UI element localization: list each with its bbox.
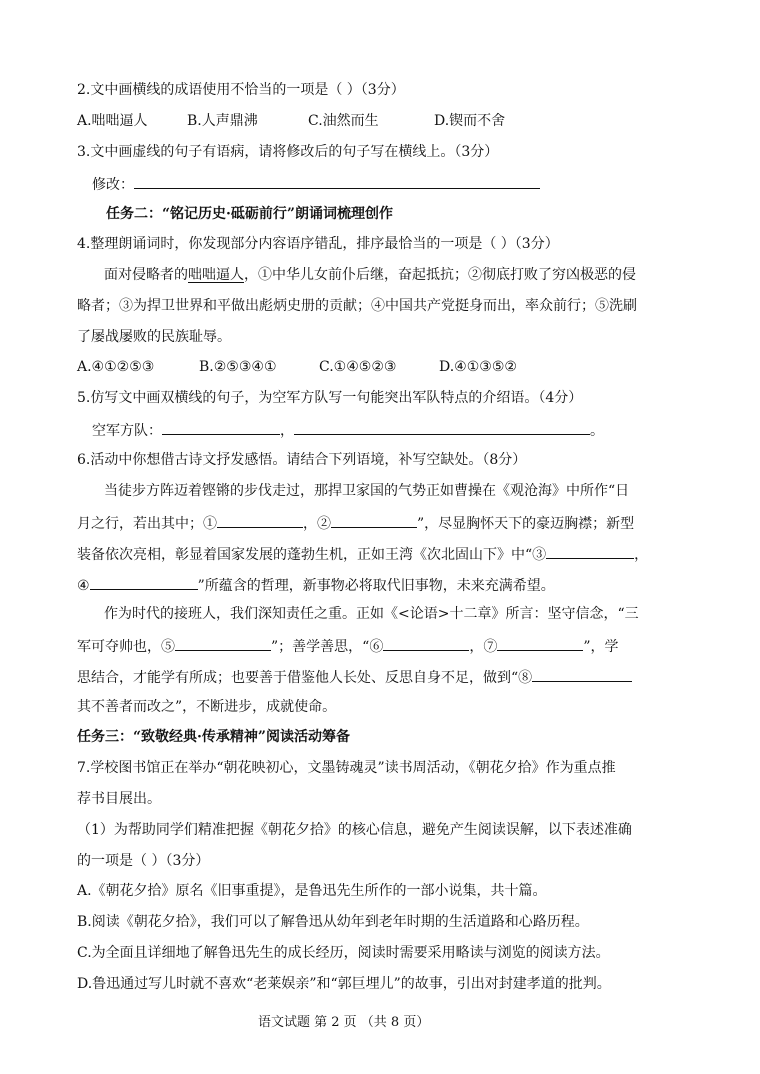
q3-answer-blank[interactable] — [134, 173, 540, 189]
q5-blank-1[interactable] — [162, 419, 280, 435]
q6-blank-4[interactable] — [90, 574, 198, 590]
q4-para-line1 — [104, 265, 760, 285]
q6-p2-l2-text-a: 军可夺帅也，⑤ — [77, 639, 175, 655]
q5-comma: ， — [280, 423, 294, 439]
q7-sub1-line1: （1）为帮助同学们精准把握《朝花夕拾》的核心信息，避免产生阅读误解，以下表述准确 — [77, 822, 632, 838]
q6-p2-line3 — [77, 666, 760, 688]
q5-label: 空军方队： — [92, 423, 162, 439]
q6-p1-l4-text-a: ④ — [77, 578, 90, 594]
q3-answer-row — [92, 173, 760, 195]
q2-stem: 2.文中画横线的成语使用不恰当的一项是（ ）（3分） — [77, 82, 405, 98]
q4-option-d: D.④①③⑤② — [439, 359, 517, 375]
q6-p1-l2-text-c: ”，尽显胸怀天下的豪迈胸襟；新型 — [417, 516, 635, 532]
q6-p2-line4: 其不善者而改之”，不断进步，成就使命。 — [77, 699, 337, 715]
q6-blank-3[interactable] — [546, 543, 634, 559]
q5-blank-2[interactable] — [294, 419, 590, 435]
q6-p1-line2 — [77, 512, 760, 534]
q4-option-b: B.②⑤③④① — [199, 359, 277, 375]
q2-option-a: A.咄咄逼人 — [77, 113, 148, 129]
q6-p1-line3 — [77, 543, 760, 565]
q4-para-prefix: 面对侵略者的 — [104, 267, 188, 283]
q6-p1-l3-text-a: 装备依次亮相，彰显着国家发展的蓬勃生机，正如王湾《次北固山下》中“③ — [77, 547, 547, 563]
q6-p2-l3-text-a: 思结合，才能学有所成；也要善于借鉴他人长处、反思自身不足，做到“⑧ — [77, 670, 533, 686]
q6-blank-2[interactable] — [331, 512, 417, 528]
q4-option-a: A.④①②⑤③ — [77, 359, 155, 375]
q6-blank-5[interactable] — [175, 635, 271, 651]
q4-underlined-idiom: 咄咄逼人 — [188, 267, 244, 283]
q4-option-c: C.①④⑤②③ — [319, 359, 397, 375]
q6-p2-l2-text-c: ，⑦ — [469, 639, 498, 655]
q7-stem-line1: 7.学校图书馆正在举办“朝花映初心，文墨铸魂灵”读书周活动，《朝花夕拾》作为重点推 — [77, 760, 616, 776]
q3-stem: 3.文中画虚线的句子有语病，请将修改后的句子写在横线上。（3分） — [77, 144, 499, 160]
q6-p1-l3-text-b: ， — [634, 547, 649, 563]
q7-option-a: A.《朝花夕拾》原名《旧事重提》，是鲁迅先生所作的一部小说集，共十篇。 — [77, 883, 547, 899]
q5-stem: 5.仿写文中画双横线的句子，为空军方队写一句能突出军队特点的介绍语。（4分） — [77, 390, 583, 406]
q5-answer-row — [92, 419, 760, 441]
q7-sub1-line2: 的一项是（ ）（3分） — [77, 853, 210, 869]
q6-p1-line4 — [77, 574, 760, 596]
q2-option-b: B.人声鼎沸 — [187, 113, 258, 129]
q4-stem: 4.整理朗诵词时，你发现部分内容语序错乱，排序最恰当的一项是（ ）（3分） — [77, 236, 559, 252]
q6-p1-l2-text-b: ，② — [303, 516, 331, 532]
q6-p2-l2-text-b: ”；善学善思，“⑥ — [271, 639, 384, 655]
q6-p1-l2-text-a: 月之行，若出其中；① — [77, 516, 217, 532]
task3-title: 任务三：“致敬经典·传承精神”阅读活动筹备 — [77, 729, 350, 745]
q6-stem: 6.活动中你想借古诗文抒发感悟。请结合下列语境，补写空缺处。（8分） — [77, 452, 527, 468]
q6-p2-line1: 作为时代的接班人，我们深知责任之重。正如《<论语>十二章》所言：坚守信念，“三 — [104, 606, 639, 622]
q6-p2-line2 — [77, 635, 760, 657]
q4-para-line2: 略者；③为捍卫世界和平做出彪炳史册的贡献；④中国共产党挺身而出，率众前行；⑤洗刷 — [77, 298, 637, 314]
q6-p1-l4-text-b: ”所蕴含的哲理，新事物必将取代旧事物，未来充满希望。 — [197, 578, 555, 594]
q4-para-rest: ，①中华儿女前仆后继，奋起抵抗；②彻底打败了穷凶极恶的侵 — [244, 267, 636, 283]
q5-period: 。 — [590, 423, 604, 439]
q6-blank-1[interactable] — [217, 512, 303, 528]
q6-blank-6[interactable] — [383, 635, 469, 651]
q6-p2-l2-text-d: ”，学 — [583, 639, 619, 655]
q2-option-c: C.油然而生 — [308, 113, 379, 129]
q4-para-line3: 了屡战屡败的民族耻辱。 — [77, 329, 231, 345]
q3-label: 修改： — [92, 177, 134, 193]
q6-blank-7[interactable] — [497, 635, 583, 651]
q7-option-b: B.阅读《朝花夕拾》，我们可以了解鲁迅从幼年到老年时期的生活道路和心路历程。 — [77, 914, 589, 930]
q2-option-d: D.锲而不舍 — [434, 113, 506, 129]
page-footer: 语文试题 第 2 页 （共 8 页） — [258, 1015, 430, 1030]
q7-option-c: C.为全面且详细地了解鲁迅先生的成长经历，阅读时需要采用略读与浏览的阅读方法。 — [77, 945, 610, 961]
q7-option-d: D.鲁迅通过写儿时就不喜欢“老莱娱亲”和“郭巨埋儿”的故事，引出对封建孝道的批判。 — [77, 976, 611, 992]
q6-p1-line1: 当徒步方阵迈着铿锵的步伐走过，那捍卫家国的气势正如曹操在《观沧海》中所作“日 — [104, 483, 630, 499]
q7-stem-line2: 荐书目展出。 — [77, 791, 161, 807]
task2-title: 任务二：“铭记历史·砥砺前行”朗诵词梳理创作 — [106, 206, 393, 222]
q6-blank-8[interactable] — [532, 666, 632, 682]
